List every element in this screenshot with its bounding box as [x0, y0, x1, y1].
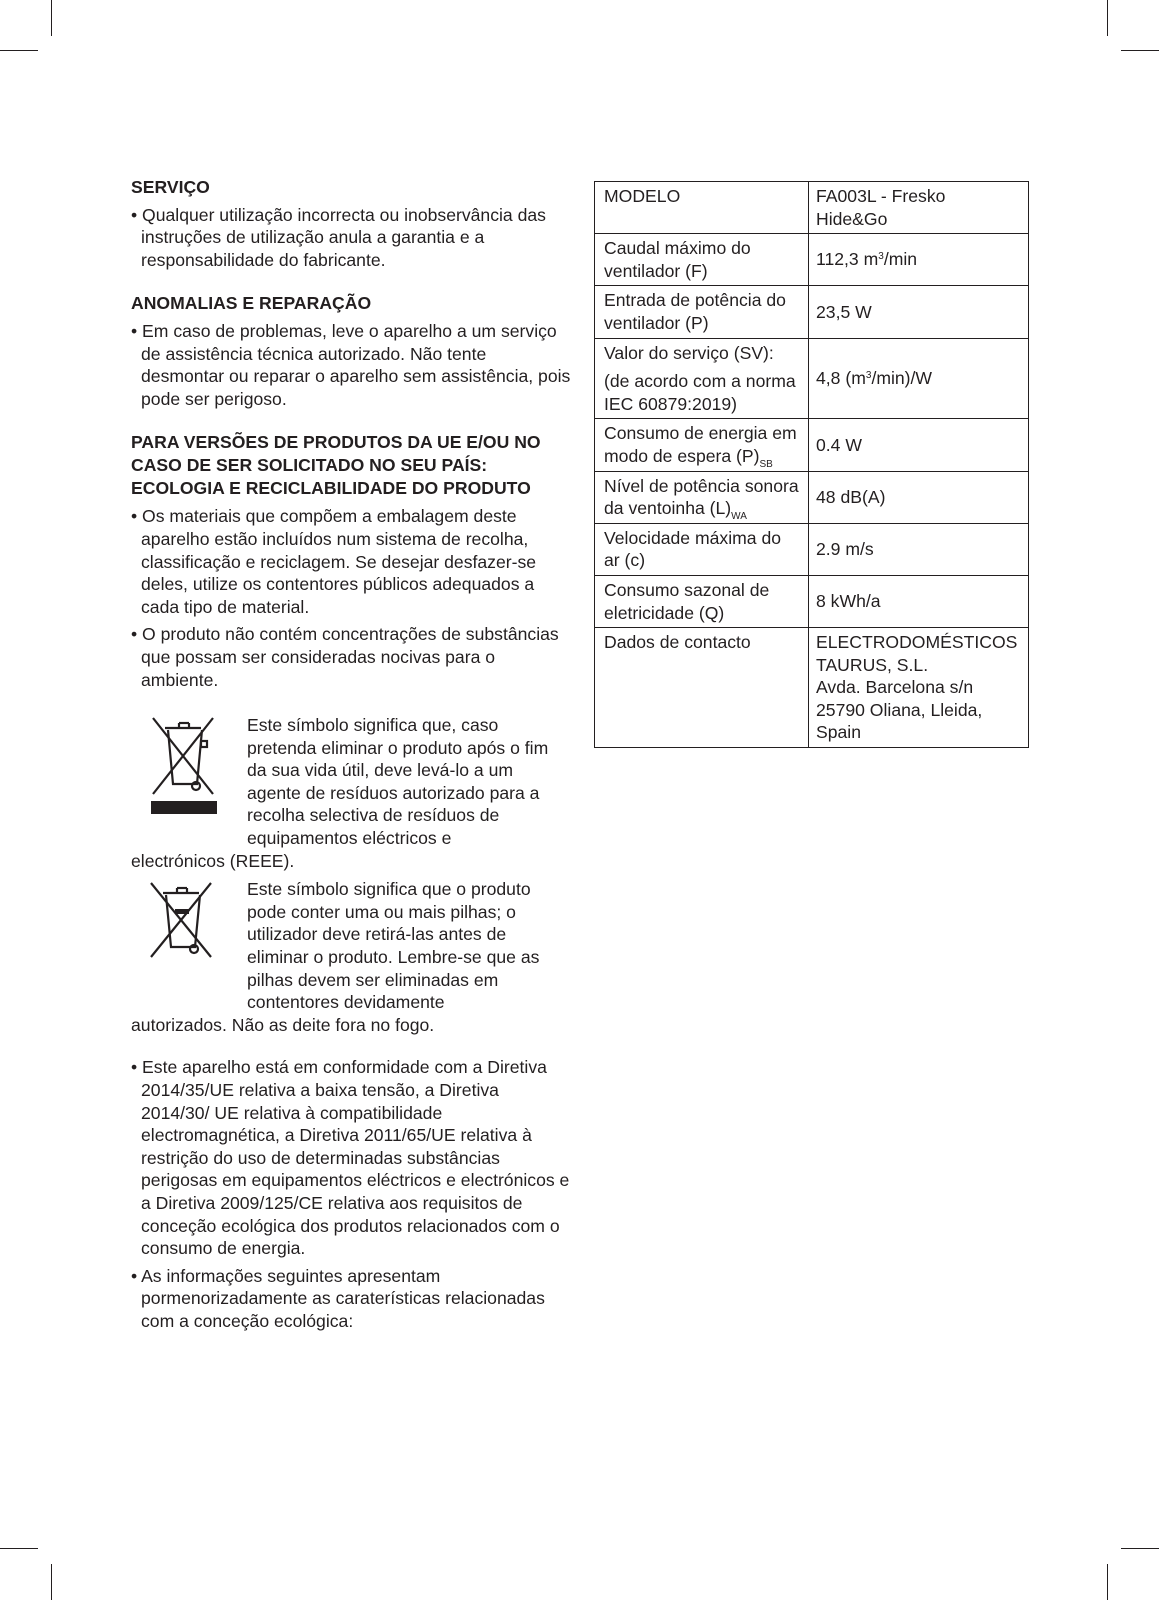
spec-label-potencia: Entrada de potência do ventilador (P) — [595, 286, 809, 338]
crop-mark-top-left — [51, 0, 52, 36]
crossed-out-bin-battery-icon — [149, 879, 215, 959]
crop-mark-bottom-left-h — [0, 1548, 38, 1549]
crossed-out-wheelie-bin-icon — [151, 714, 217, 814]
spec-row-potencia — [595, 286, 1029, 338]
spec-value-velocidade: 2.9 m/s — [809, 523, 1029, 575]
spec-label-sonora: Nível de potência sonora da ventoinha $(L)_{WA}$ — [595, 471, 809, 523]
spec-value-modelo: FA003L - Fresko Hide&Go — [809, 182, 1029, 234]
spec-value-espera: 0.4 W — [809, 419, 1029, 471]
spec-row-servico — [595, 338, 1029, 419]
crop-mark-top-right-h — [1121, 50, 1159, 51]
spec-label-servico: Valor do serviço (SV): (de acordo com a norma IEC 60879:2019) — [595, 338, 809, 419]
ecologia-heading-line-2: CASO DE SER SOLICITADO NO SEU PAÍS: — [131, 455, 488, 476]
spec-label-velocidade: Velocidade máxima do ar (c) — [595, 523, 809, 575]
spec-row-espera — [595, 419, 1029, 471]
crop-mark-top-left-h — [0, 50, 38, 51]
crop-mark-bottom-left — [51, 1564, 52, 1600]
servico-bullet: • Qualquer utilização incorrecta ou inobservância das instruções de utilização anula a garantia e a responsabilidade do fabricante. — [131, 204, 546, 270]
weee-symbol-text: Este símbolo significa que, caso pretenda eliminar o produto após o fim da sua vida útil, deve levá-lo a um agente de resíduos autorizado para a recolha selectiva de resíduos de equipamentos eléctricos e — [247, 715, 549, 849]
spec-row-contacto — [595, 628, 1029, 748]
crop-mark-bottom-right-h — [1121, 1548, 1159, 1549]
crop-mark-bottom-right — [1107, 1564, 1108, 1600]
spec-row-modelo — [595, 182, 1029, 234]
ecologia-heading — [131, 431, 571, 500]
spec-row-caudal — [595, 234, 1029, 286]
spec-value-caudal: 112,3 $m^3/\min$ — [809, 234, 1029, 286]
spec-value-servico: 4,8 $(m^3/\min)/W$ — [809, 338, 1029, 419]
spec-label-espera: Consumo de energia em modo de espera $(P)_{SB}$ — [595, 419, 809, 471]
spec-value-sazonal: 8 kWh/a — [809, 575, 1029, 627]
spec-row-sonora — [595, 471, 1029, 523]
spec-value-potencia: 23,5 W — [809, 286, 1029, 338]
spec-value-contacto: ELECTRODOMÉSTICOS TAURUS, S.L. Avda. Barcelona s/n 25790 Oliana, Lleida, Spain — [809, 628, 1029, 748]
battery-symbol-tail: autorizados. Não as deite fora no fogo. — [131, 1014, 435, 1035]
left-column — [131, 176, 571, 1333]
spec-label-contacto: Dados de contacto — [595, 628, 809, 748]
spec-label-modelo: MODELO — [595, 182, 809, 234]
spec-row-velocidade — [595, 523, 1029, 575]
anomalias-heading: ANOMALIAS E REPARAÇÃO — [131, 293, 372, 314]
ecologia-bullet-information: • As informações seguintes apresentam pormenorizadamente as caraterísticas relacionadas com a conceção ecológica: — [131, 1265, 545, 1331]
spec-label-caudal: Caudal máximo do ventilador (F) — [595, 234, 809, 286]
ecologia-bullet-directives: • Este aparelho está em conformidade com a Diretiva 2014/35/UE relativa a baixa tensão, a Diretiva 2014/30/ UE relativa à compatibilidade electromagnética, a Diretiva 2011/65/UE relativa à restrição do uso de determinadas substâncias perigosas em equipamentos eléctricos e electrónicos e a Diretiva 2009/125/CE relativa aos requisitos de conceção ecológica dos produtos relacionados com o consumo de energia. — [131, 1057, 570, 1259]
ecologia-heading-line-3: ECOLOGIA E RECICLABILIDADE DO PRODUTO — [131, 478, 531, 499]
crop-mark-top-right — [1107, 0, 1108, 36]
ecologia-bullet-substances: • O produto não contém concentrações de substâncias que possam ser consideradas nocivas para o ambiente. — [131, 624, 559, 690]
servico-heading: SERVIÇO — [131, 177, 210, 197]
ecodesign-spec-table — [594, 181, 1029, 748]
ecologia-heading-line-1: PARA VERSÕES DE PRODUTOS DA UE E/OU NO — [131, 432, 541, 453]
battery-symbol-block — [131, 878, 571, 1036]
ecologia-bullet-packaging: • Os materiais que compõem a embalagem deste aparelho estão incluídos num sistema de recolha, classificação e reciclagem. Se desejar desfazer-se deles, utilize os contentores públicos adequados a cada tipo de material. — [131, 506, 537, 617]
battery-symbol-text: Este símbolo significa que o produto pode conter uma ou mais pilhas; o utilizador deve retirá-las antes de eliminar o produto. Lembre-se que as pilhas devem ser eliminadas em contentores devidamente — [247, 879, 540, 1013]
spec-value-sonora: 48 dB(A) — [809, 471, 1029, 523]
spec-row-sazonal — [595, 575, 1029, 627]
anomalias-bullet: • Em caso de problemas, leve o aparelho a um serviço de assistência técnica autorizado. Não tente desmontar ou reparar o aparelho sem assistência, pois pode ser perigoso. — [131, 320, 571, 409]
weee-symbol-tail: electrónicos (REEE). — [131, 850, 295, 871]
spec-label-sazonal: Consumo sazonal de eletricidade (Q) — [595, 575, 809, 627]
weee-symbol-block — [131, 714, 571, 872]
